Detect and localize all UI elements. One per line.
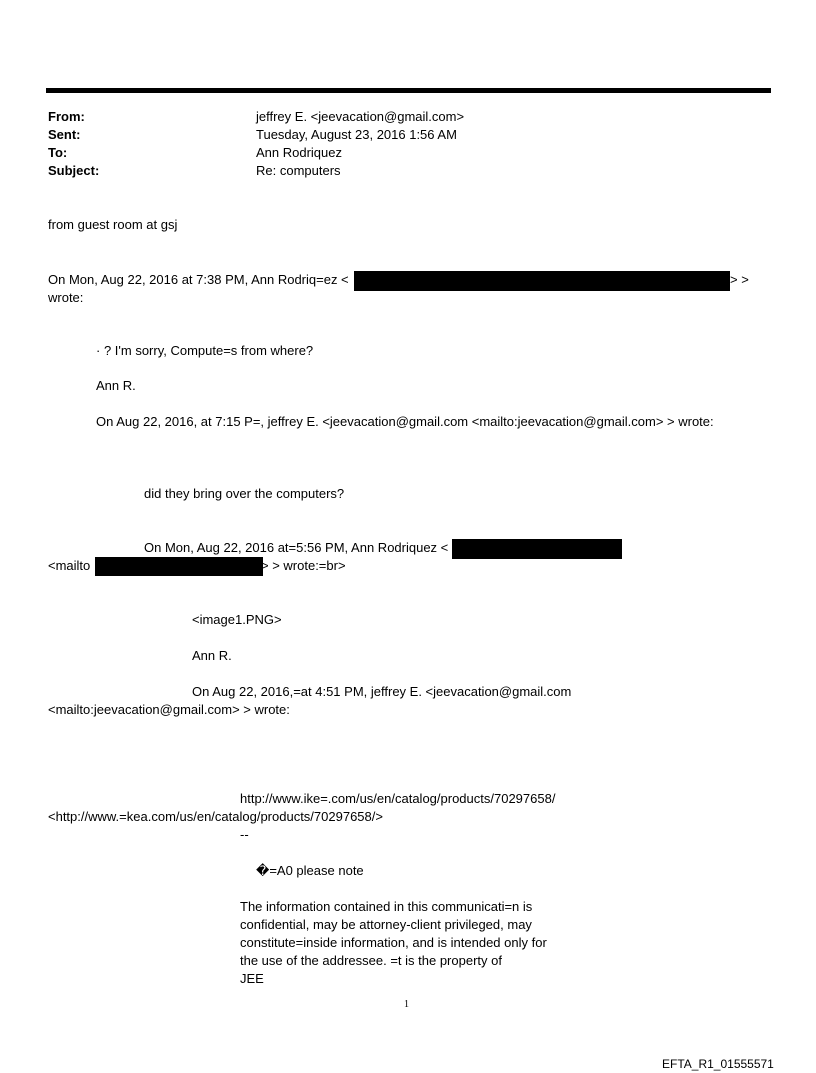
image-attachment-ref: <image1.PNG> [192, 612, 282, 627]
sent-label: Sent: [48, 127, 81, 142]
quote3-mailto: <mailto [48, 558, 91, 573]
quote2-line: On Aug 22, 2016, at 7:15 P=, jeffrey E. <jeevacation@gmail.com <mailto:jeevacation@gmail.com> > wrote: [96, 414, 714, 429]
confidentiality-line: The information contained in this communicati=n is [240, 899, 533, 914]
to-value: Ann Rodriquez [256, 145, 342, 160]
sent-value: Tuesday, August 23, 2016 1:56 AM [256, 127, 457, 142]
ikea-url: http://www.ike=.com/us/en/catalog/products/70297658/ [240, 791, 556, 806]
quote1-line: On Mon, Aug 22, 2016 at 7:38 PM, Ann Rodriq=ez < [48, 272, 349, 287]
to-label: To: [48, 145, 68, 160]
redaction-block [452, 539, 622, 559]
quote4-line: On Aug 22, 2016,=at 4:51 PM, jeffrey E. <jeevacation@gmail.com [192, 684, 572, 699]
document-id: EFTA_R1_01555571 [662, 1057, 774, 1071]
body-line-sorry: · ? I'm sorry, Compute=s from where? [96, 343, 314, 358]
quote1-wrote: wrote: [48, 290, 84, 305]
confidentiality-line: JEE [240, 971, 264, 986]
from-label: From: [48, 109, 85, 124]
subject-label: Subject: [48, 163, 100, 178]
signature-separator: -- [240, 827, 249, 842]
redaction-block [95, 557, 263, 576]
body-line-computers: did they bring over the computers? [144, 486, 345, 501]
subject-value: Re: computers [256, 163, 341, 178]
quote3-line: On Mon, Aug 22, 2016 at=5:56 PM, Ann Rodriquez < [144, 540, 449, 555]
header-rule [46, 88, 771, 93]
ikea-url-bracketed: <http://www.=kea.com/us/en/catalog/products/70297658/> [48, 809, 383, 824]
quote1-tail: > > [730, 272, 749, 287]
signature-ann-r: Ann R. [192, 648, 232, 663]
page-number: 1 [404, 999, 409, 1010]
please-note-line: �=A0 please note [256, 863, 364, 878]
redaction-block [354, 271, 730, 291]
confidentiality-line: confidential, may be attorney-client privileged, may [240, 917, 532, 932]
quote4-wrote: <mailto:jeevacation@gmail.com> > wrote: [48, 702, 290, 717]
body-line-guest-room: from guest room at gsj [48, 217, 178, 232]
signature-ann-r: Ann R. [96, 378, 136, 393]
confidentiality-line: constitute=inside information, and is intended only for [240, 935, 547, 950]
from-value: jeffrey E. <jeevacation@gmail.com> [256, 109, 465, 124]
quote3-wrote: > > wrote:=br> [261, 558, 346, 573]
confidentiality-line: the use of the addressee. =t is the property of [240, 953, 502, 968]
